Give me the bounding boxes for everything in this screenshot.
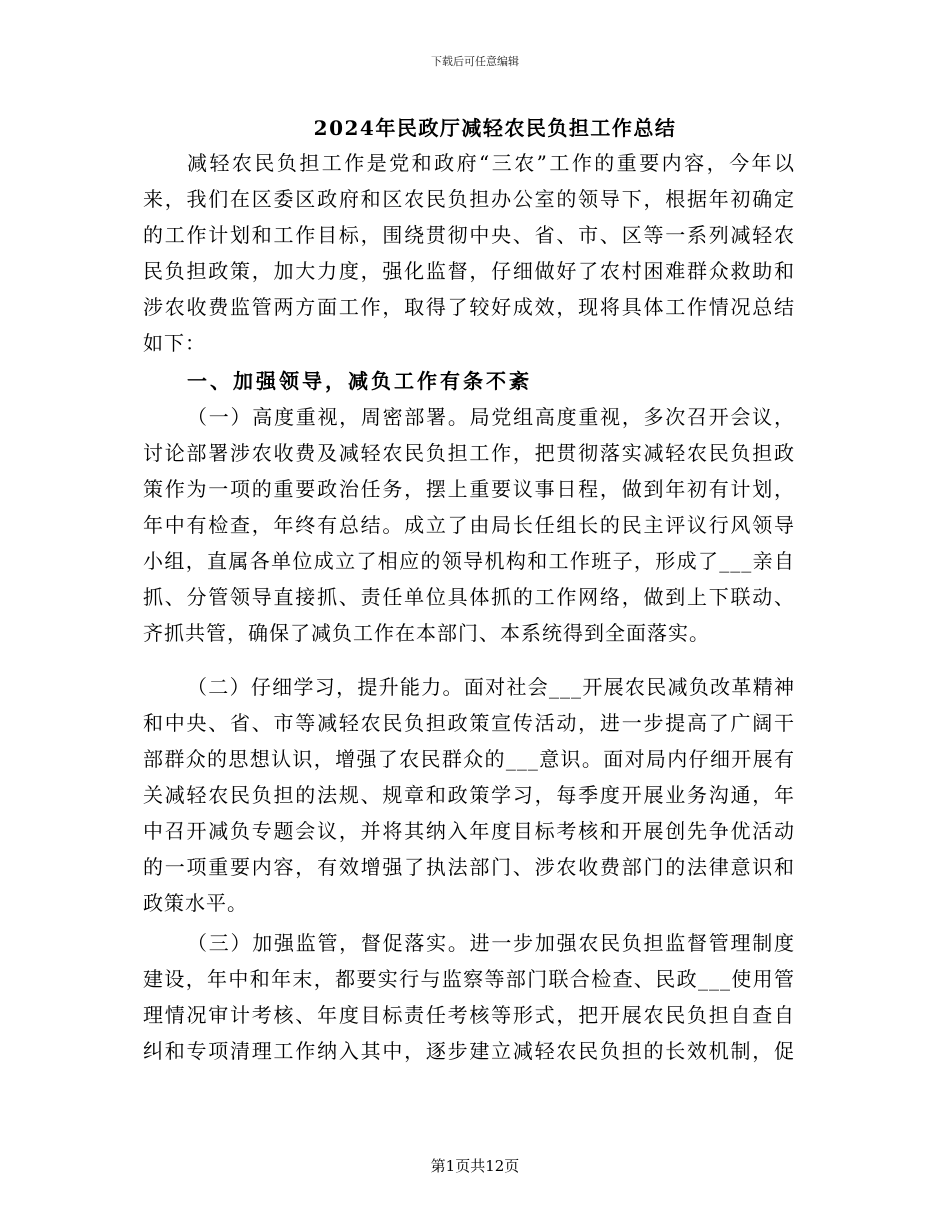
text-line: 的一项重要内容，有效增强了执法部门、涉农收费部门的法律意识和 xyxy=(143,855,795,879)
text-line: 中召开减负专题会议，并将其纳入年度目标考核和开展创先争优活动 xyxy=(143,819,795,843)
text-line: 的工作计划和工作目标，围绕贯彻中央、省、市、区等一系列减轻农 xyxy=(143,223,795,247)
text-line: 民负担政策，加大力度，强化监督，仔细做好了农村困难群众救助和 xyxy=(143,259,795,283)
text-line: 减轻农民负担工作是党和政府“三农”工作的重要内容，今年以 xyxy=(187,151,795,175)
text-line: 来，我们在区委区政府和区农民负担办公室的领导下，根据年初确定 xyxy=(143,187,795,211)
paragraph-item-3 xyxy=(143,925,795,1069)
text-line: 小组，直属各单位成立了相应的领导机构和工作班子，形成了___亲自 xyxy=(143,549,795,573)
text-line: 纠和专项清理工作纳入其中，逐步建立减轻农民负担的长效机制，促 xyxy=(143,1039,795,1063)
document-title: 2024年民政厅减轻农民负担工作总结 xyxy=(313,116,677,140)
text-line: 如下： xyxy=(143,331,206,355)
text-line: 策作为一项的重要政治任务，摆上重要议事日程，做到年初有计划， xyxy=(143,477,795,501)
text-line: （二）仔细学习，提升能力。面对社会___开展农民减负改革精神 xyxy=(187,675,795,699)
text-line: （三）加强监管，督促落实。进一步加强农民负担监督管理制度 xyxy=(187,931,795,955)
text-line: 齐抓共管，确保了减负工作在本部门、本系统得到全面落实。 xyxy=(143,621,710,645)
text-line: 部群众的思想认识，增强了农民群众的___意识。面对局内仔细开展有 xyxy=(143,747,795,771)
text-line: 涉农收费监管两方面工作，取得了较好成效，现将具体工作情况总结 xyxy=(143,295,795,319)
text-line: 和中央、省、市等减轻农民负担政策宣传活动，进一步提高了广阔干 xyxy=(143,711,795,735)
text-line: 讨论部署涉农收费及减轻农民负担工作，把贯彻落实减轻农民负担政 xyxy=(143,441,795,465)
text-line: 年中有检查，年终有总结。成立了由局长任组长的民主评议行风领导 xyxy=(143,513,795,537)
paragraph-item-2 xyxy=(143,669,795,921)
section-heading xyxy=(143,363,795,399)
header-note: 下载后可任意编辑 xyxy=(431,55,519,68)
text-line: 理情况审计考核、年度目标责任考核等形式，把开展农民负担自查自 xyxy=(143,1003,795,1027)
text-line: 关减轻农民负担的法规、规章和政策学习，每季度开展业务沟通，年 xyxy=(143,783,795,807)
text-line: （一）高度重视，周密部署。局党组高度重视，多次召开会议， xyxy=(187,405,795,429)
text-line: 抓、分管领导直接抓、责任单位具体抓的工作网络，做到上下联动、 xyxy=(143,585,795,609)
section-heading-text: 一、加强领导，减负工作有条不紊 xyxy=(187,369,532,393)
text-line: 政策水平。 xyxy=(143,891,248,915)
page-footer: 第1页共12页 xyxy=(430,1157,520,1175)
paragraph-intro xyxy=(143,145,795,361)
text-line: 建设，年中和年末，都要实行与监察等部门联合检查、民政___使用管 xyxy=(143,967,795,991)
paragraph-item-1 xyxy=(143,399,795,651)
